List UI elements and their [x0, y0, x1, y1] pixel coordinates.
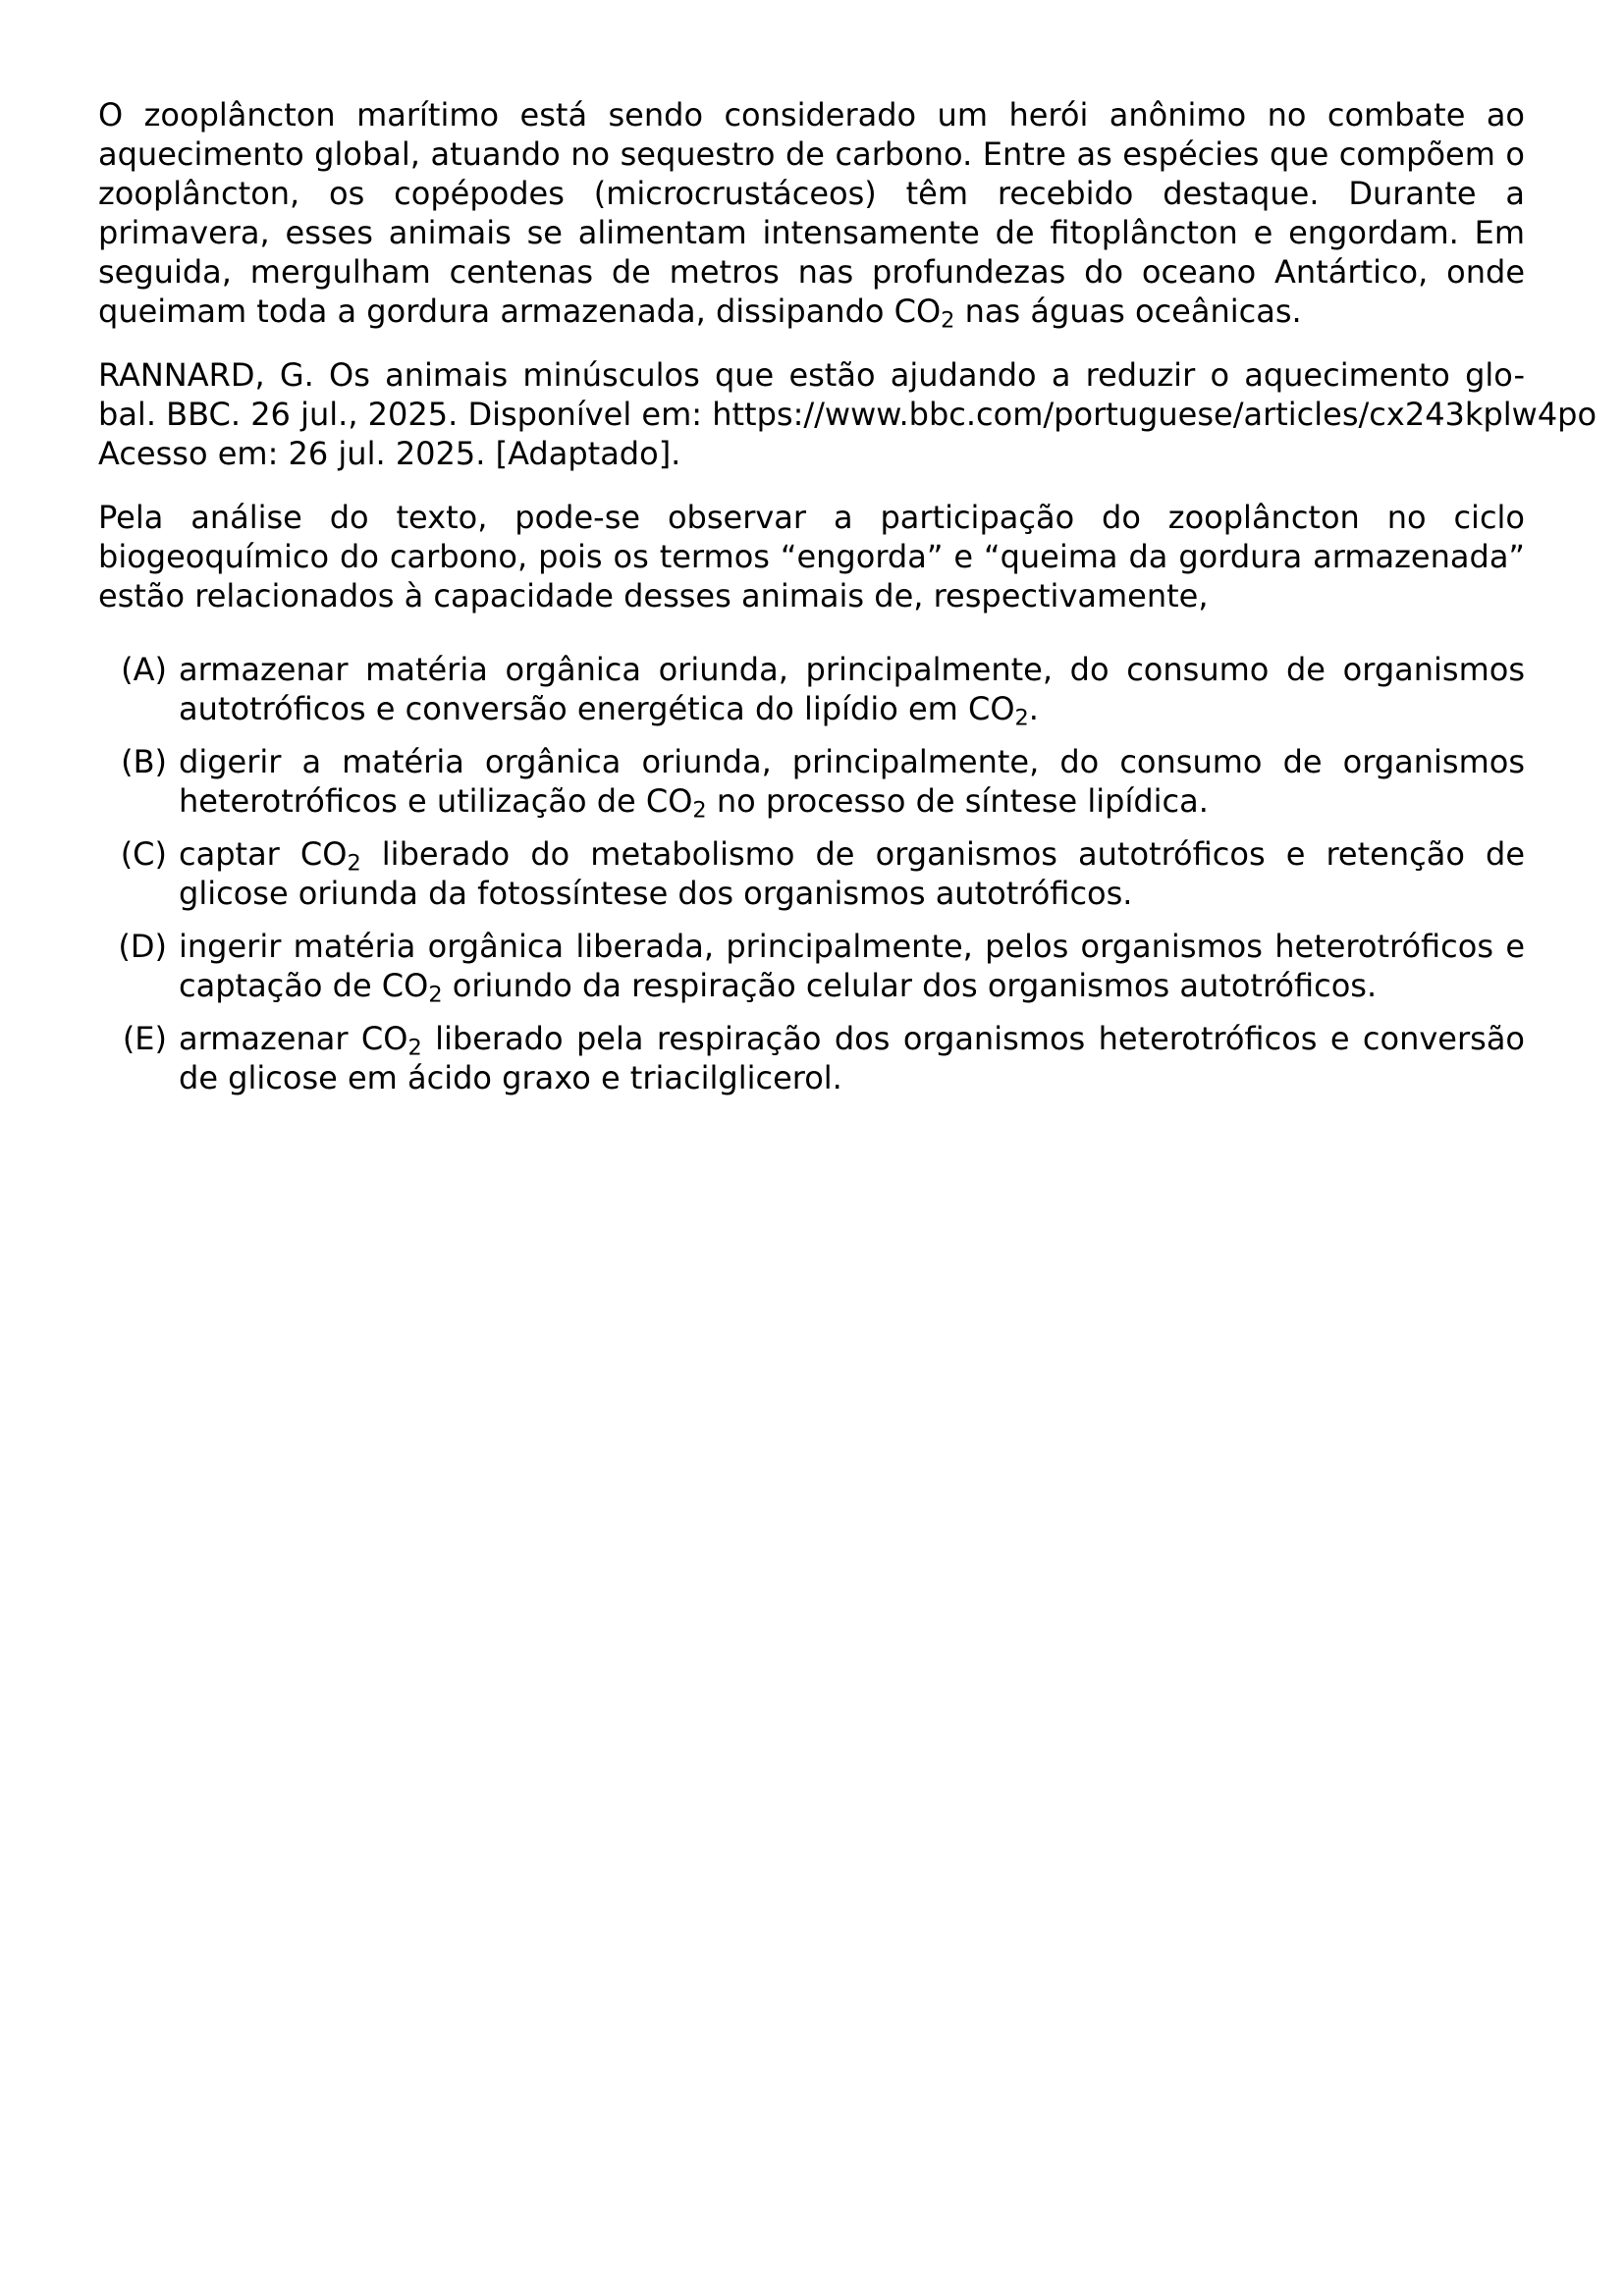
- option-e[interactable]: [98, 1019, 1525, 1097]
- co2-subscript: 2: [941, 307, 955, 334]
- option-text: digerir a matéria orgânica oriunda, principalmente, do consumo de organismos heterotróficos e utilização de $CO_2$ no processo de síntese lipídica.: [179, 743, 1525, 824]
- option-text: armazenar matéria orgânica oriunda, principalmente, do consumo de organismos autotróficos e conversão energética do lipídio em $CO_2$.: [179, 651, 1525, 731]
- citation-line-3: Acesso em: 26 jul. 2025. [Adaptado].: [98, 435, 681, 472]
- option-b[interactable]: [98, 742, 1525, 824]
- co2-subscript: 2: [1014, 705, 1029, 731]
- option-text: armazenar $CO_2$ liberado pela respiração dos organismos heterotróficos e conversão de glicose em ácido graxo e triacilglicerol.: [179, 1020, 1526, 1096]
- option-letter: (B): [121, 743, 167, 780]
- source-citation: [98, 355, 1597, 473]
- passage-text-part1: O zooplâncton marítimo está sendo considerado um herói anônimo no combate ao aquecimento global, atuando no sequestro de carbono. Entre as espécies que compõem o zooplâncton, os copépodes (microcrustáceos) têm recebido destaque. Durante a primavera, esses animais se alimentam intensamente de fitoplâncton e engordam. Em seguida, mergulham centenas de metros nas profundezas do oceano Antártico, onde queimam toda a gordura armazenada, dissipando CO: [98, 96, 1525, 330]
- co2-subscript: 2: [428, 982, 443, 1008]
- option-c[interactable]: [98, 834, 1525, 913]
- co2-subscript: 2: [347, 850, 361, 877]
- passage-text: [98, 95, 1525, 334]
- answer-options: [98, 650, 1525, 1097]
- question-stem: Pela análise do texto, pode-se observar a participação do zooplâncton no ciclo biogeoquímico do carbono, pois os termos “engorda” e “queima da gordura armazenada” estão relacionados à capacidade desses animais de, respectivamente,: [98, 499, 1525, 614]
- question-content: [98, 95, 1597, 1111]
- passage-text-part2: nas águas oceânicas.: [954, 293, 1302, 330]
- option-letter: (E): [122, 1020, 167, 1057]
- co2-subscript: 2: [692, 797, 707, 824]
- option-text: ingerir matéria orgânica liberada, principalmente, pelos organismos heterotróficos e captação de $CO_2$ oriundo da respiração celular dos organismos autotróficos.: [179, 928, 1525, 1008]
- option-a[interactable]: [98, 650, 1525, 731]
- co2-subscript: 2: [407, 1035, 422, 1061]
- option-d[interactable]: [98, 927, 1525, 1008]
- option-text: captar $CO_2$ liberado do metabolismo de organismos autotróficos e retenção de glicose oriunda da fotossíntese dos organismos autotróficos.: [179, 835, 1526, 912]
- citation-line-1: RANNARD, G. Os animais minúsculos que estão ajudando a reduzir o aquecimento glo-: [98, 356, 1525, 394]
- option-letter: (D): [118, 928, 167, 965]
- option-letter: (C): [120, 835, 167, 873]
- option-letter: (A): [121, 651, 167, 688]
- citation-line-2: bal. BBC. 26 jul., 2025. Disponível em: https://www.bbc.com/portuguese/articles/cx243kplw4po: [98, 396, 1597, 433]
